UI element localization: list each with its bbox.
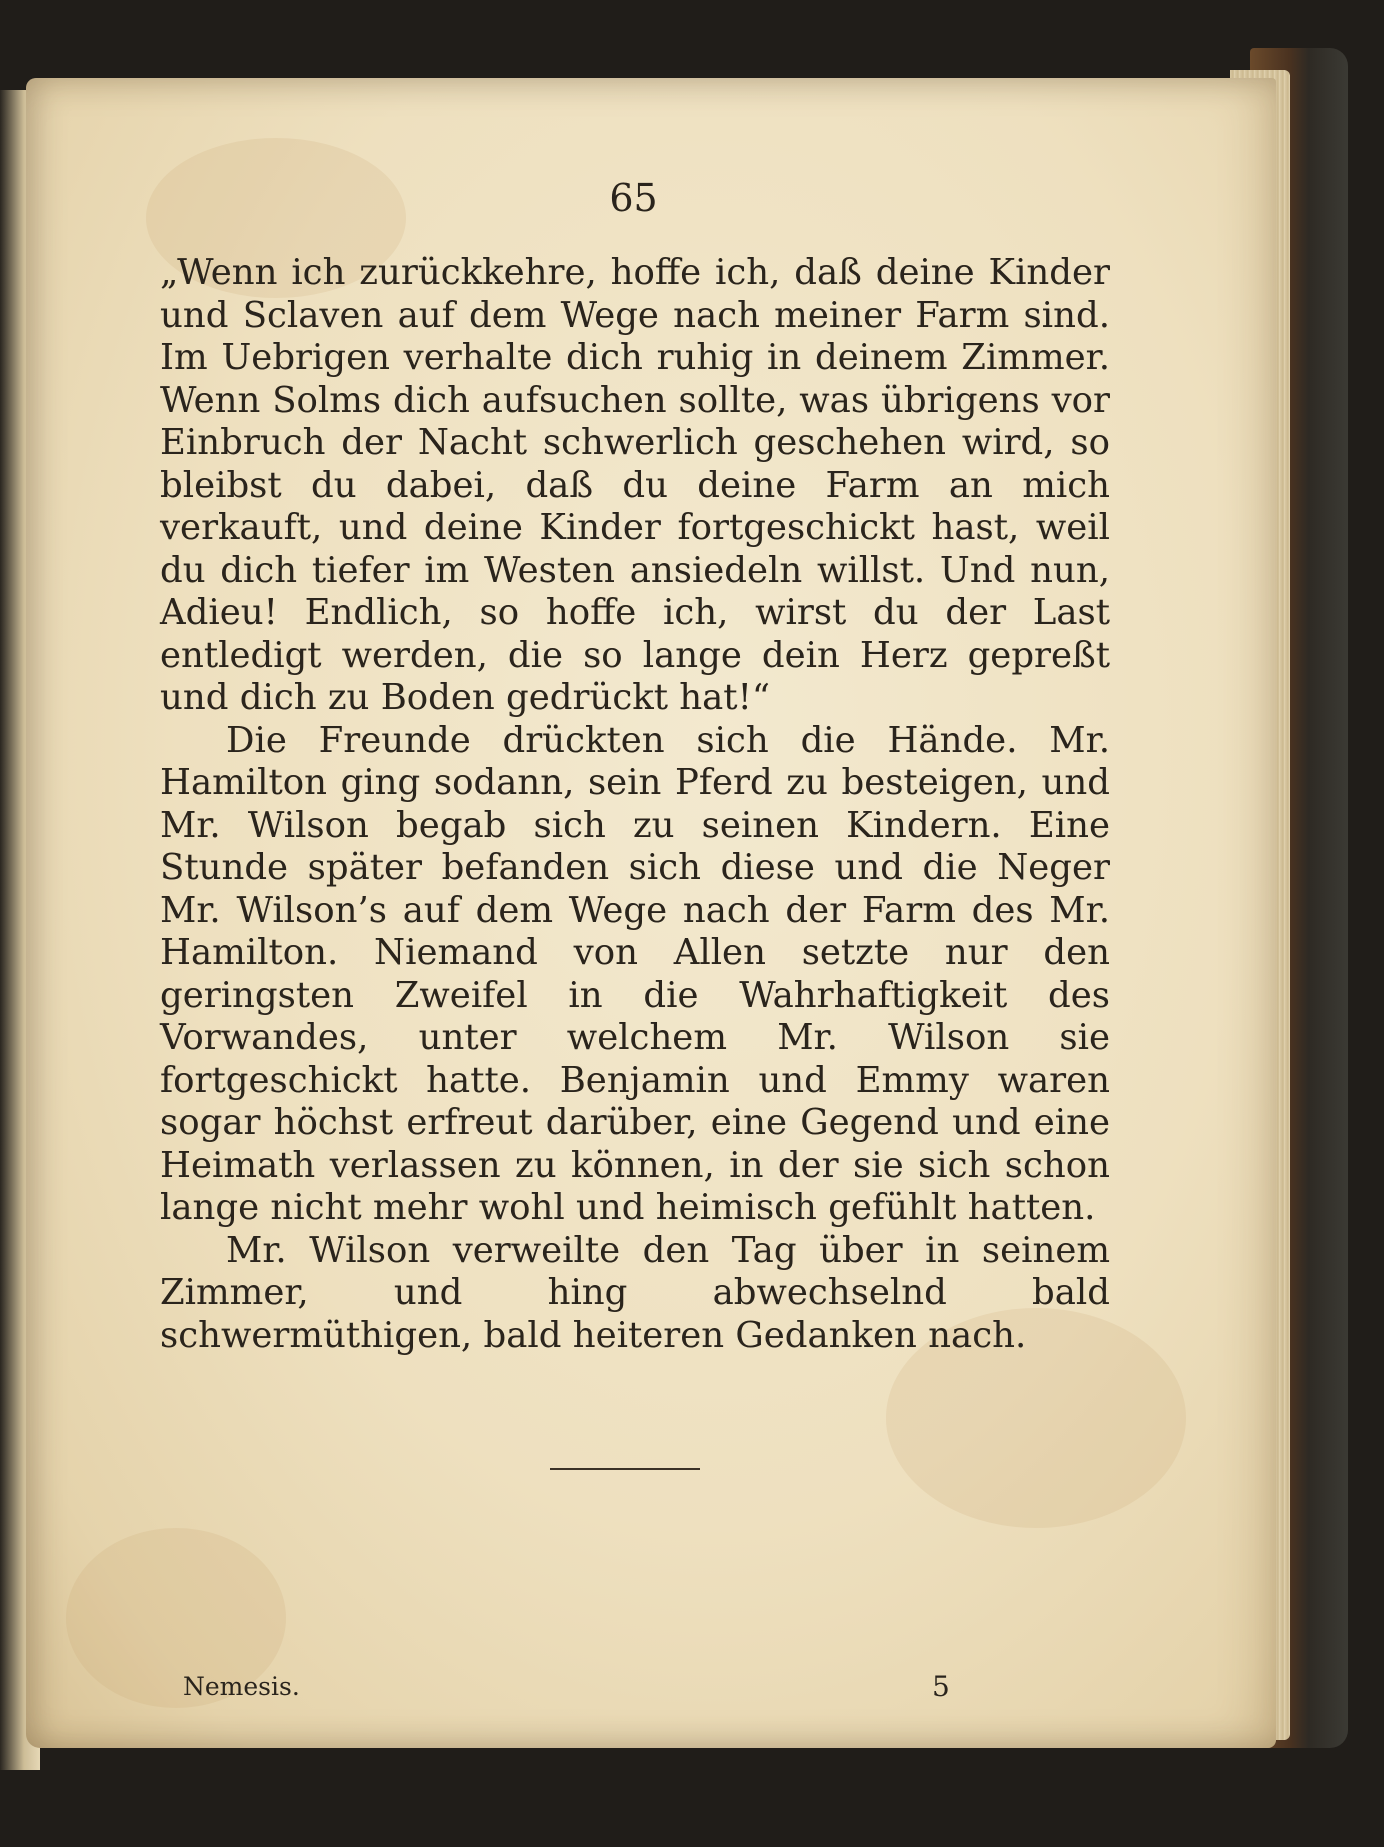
paragraph-3: Mr. Wilson verweilte den Tag über in seinem Zimmer, und hing abwechselnd bald schwermüthigen, bald heiteren Gedanken nach. [160,1229,1110,1356]
footer-sheet-number: 5 [932,1670,950,1703]
page-number: 65 [609,176,658,220]
footer-signature: Nemesis. [183,1672,300,1701]
body-text [160,252,1110,1357]
paragraph-2: Die Freunde drückten sich die Hände. Mr. Hamilton ging sodann, sein Pferd zu besteigen, und Mr. Wilson begab sich zu seinen Kindern. Eine Stunde später befanden sich diese und die Neger Mr. Wilson’s auf dem Wege nach der Farm des Mr. Hamilton. Niemand von Allen setzte nur den geringsten Zweifel in die Wahrhaftigkeit des Vorwandes, unter welchem Mr. Wilson sie fortgeschickt hatte. Benjamin und Emmy waren sogar höchst erfreut darüber, eine Gegend und eine Heimath verlassen zu können, in der sie sich schon lange nicht mehr wohl und heimisch gefühlt hatten. [160,719,1110,1228]
paragraph-1: „Wenn ich zurückkehre, hoffe ich, daß deine Kinder und Sclaven auf dem Wege nach meiner Farm sind. Im Uebrigen verhalte dich ruhig in deinem Zimmer. Wenn Solms dich aufsuchen sollte, was übrigens vor Einbruch der Nacht schwerlich geschehen wird, so bleibst du dabei, daß du deine Farm an mich verkauft, und deine Kinder fortgeschickt hast, weil du dich tiefer im Westen ansiedeln willst. Und nun, Adieu! Endlich, so hoffe ich, wirst du der Last entledigt werden, die so lange dein Herz gepreßt und dich zu Boden gedrückt hat!“ [160,252,1110,718]
section-divider [550,1468,700,1470]
